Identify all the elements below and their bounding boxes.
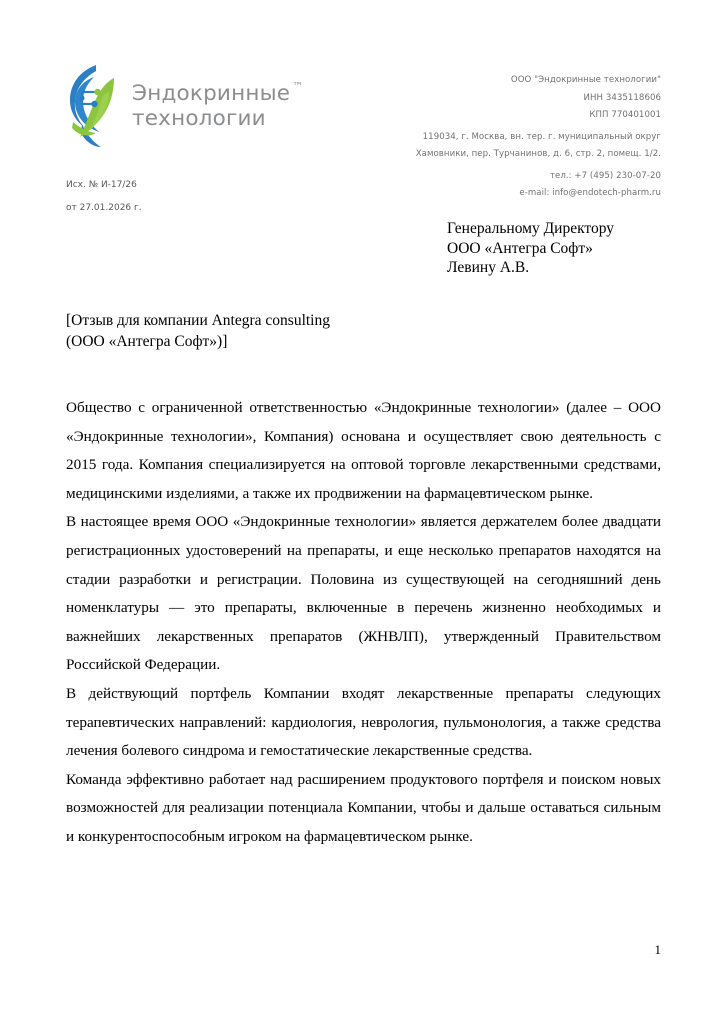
company-address-line-1: 119034, г. Москва, вн. тер. г. муниципальный округ: [422, 131, 661, 142]
company-inn: ИНН 3435118606: [583, 92, 661, 103]
logo-wordmark-line-2: технологии: [132, 106, 266, 131]
subject-line-1: [Отзыв для компании Antegra consulting: [66, 312, 330, 329]
letter-body: [66, 394, 661, 852]
addressee-title: Генеральному Директору: [447, 220, 615, 237]
body-paragraph-4: Команда эффективно работает над расширением продуктового портфеля и поиском новых возможностей для реализации потенциала Компании, чтобы и дальше оставаться сильным и конкурентоспособным игроком на фармацевтическом рынке.: [66, 770, 661, 845]
endocrine-technologies-logo-icon: [66, 62, 122, 150]
reference-date: от 27.01.2026 г.: [66, 203, 142, 213]
addressee-block: [447, 219, 614, 278]
reference-number: Исх. № И-17/26: [66, 180, 137, 190]
company-email: e-mail: info@endotech-pharm.ru: [519, 188, 661, 198]
subject-block: [66, 310, 330, 352]
company-name: ООО "Эндокринные технологии": [510, 75, 661, 85]
company-phone: тел.: +7 (495) 230-07-20: [549, 170, 661, 181]
body-paragraph-2: В настоящее время ООО «Эндокринные технологии» является держателем более двадцати регистрационных удостоверений на препараты, и еще несколько препаратов находятся на стадии разработки и регистрации. Половина из существующей на сегодняшний день номенклатуры — это препараты, включенные в перечень жизненно необходимых и важнейших лекарственных препаратов (ЖНВЛП), утвержденный Правительством Российской Федерации.: [66, 513, 661, 674]
logo-wordmark-line-1: Эндокринные: [132, 80, 291, 106]
addressee-company: ООО «Антегра Софт»: [447, 239, 593, 257]
company-contact-block: [331, 72, 661, 203]
reference-block: [66, 174, 142, 220]
body-paragraph-1: Общество с ограниченной ответственностью «Эндокринные технологии» (далее – ООО «Эндокринные технологии», Компания) основана и осуществляет свою деятельность с 2015 года. Компания специализируется на оптовой торговле лекарственными средствами, медицинскими изделиями, а также их продвижении на фармацевтическом рынке.: [66, 399, 661, 502]
company-address-line-2: Хамовники, пер. Турчанинов, д. 6, стр. 2, помещ. 1/2.: [415, 149, 661, 159]
addressee-name: Левину А.В.: [447, 259, 530, 276]
page-number: 1: [654, 942, 661, 957]
logo-wordmark: [132, 79, 304, 131]
company-kpp: КПП 770401001: [589, 110, 661, 120]
trademark-icon: ™: [292, 79, 304, 93]
subject-line-2: (ООО «Антегра Софт»)]: [66, 333, 228, 350]
company-logo: [66, 62, 304, 150]
body-paragraph-3: В действующий портфель Компании входят лекарственные препараты следующих терапевтических направлений: кардиология, неврология, пульмонология, а также средства лечения болевого синдрома и гемостатические лекарственные средства.: [66, 684, 661, 760]
